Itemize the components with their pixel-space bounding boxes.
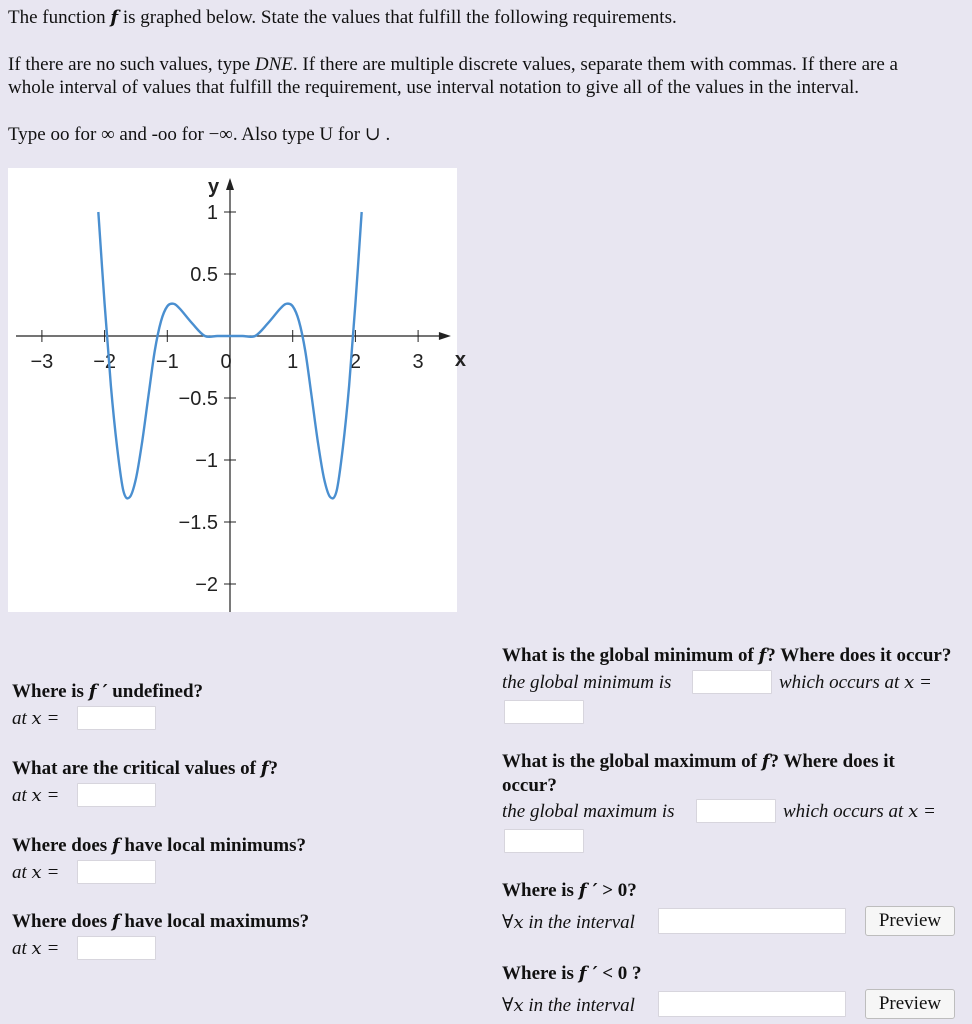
question-text: What are the critical values of xyxy=(12,758,261,779)
y-tick-label: −0.5 xyxy=(178,388,218,410)
instruction-line-4 xyxy=(8,123,390,146)
fprime-negative-preview-button[interactable]: Preview xyxy=(865,989,955,1019)
question-text: What is the global maximum of xyxy=(502,751,762,772)
equals-sign: = xyxy=(41,938,60,959)
global-min-sub-a: the global minimum is xyxy=(502,672,672,693)
instruction-text: The function xyxy=(8,7,111,28)
question-text: at xyxy=(12,938,32,959)
question-text: ? xyxy=(268,758,278,779)
fprime-negative-sub xyxy=(502,994,635,1017)
question-text: undefined? xyxy=(107,681,204,702)
x-tick-label: 0 xyxy=(220,351,232,373)
question-text: Where does xyxy=(12,835,112,856)
question-text: which occurs at xyxy=(783,801,909,822)
union-symbol: ∪ xyxy=(364,124,381,145)
forall-symbol: ∀ xyxy=(502,912,514,933)
instruction-text: . Also type U for xyxy=(232,124,365,145)
global-min-value-input[interactable] xyxy=(692,670,772,694)
instruction-text: and -oo for xyxy=(114,124,209,145)
y-tick-label: 1 xyxy=(206,202,218,224)
function-symbol: f xyxy=(111,911,120,932)
instruction-line-3: whole interval of values that fulfill the requirement, use interval notation to give all of the values in the interval. xyxy=(8,77,860,98)
question-text: ? Where does it occur? xyxy=(766,645,952,666)
left-question-2 xyxy=(12,758,278,780)
left-question-3 xyxy=(12,835,306,857)
global-min-location-input[interactable] xyxy=(504,700,584,724)
function-symbol: f xyxy=(110,7,119,28)
left-question-1-sub xyxy=(12,708,59,730)
function-symbol: f xyxy=(761,751,770,772)
x-tick-label: 2 xyxy=(349,351,361,373)
fprime-negative-question xyxy=(502,963,642,985)
function-symbol: f ′ xyxy=(578,880,598,901)
y-tick-label: −1 xyxy=(195,450,218,472)
global-max-location-input[interactable] xyxy=(504,829,584,853)
left-question-4 xyxy=(12,911,309,933)
left-question-3-sub xyxy=(12,862,59,884)
left-question-2-input[interactable] xyxy=(77,783,156,807)
graph-svg xyxy=(8,168,467,612)
variable-x: x xyxy=(31,785,42,806)
question-text: Where is xyxy=(502,963,579,984)
global-max-sub-a: the global maximum is xyxy=(502,801,675,822)
x-tick-label: 3 xyxy=(412,351,424,373)
function-graph xyxy=(8,168,467,612)
instruction-text: . xyxy=(380,124,391,145)
x-tick-label: −3 xyxy=(30,351,54,373)
global-max-question xyxy=(502,751,895,773)
x-tick-label: 1 xyxy=(287,351,299,373)
fprime-positive-sub xyxy=(502,911,635,934)
y-tick-label: −1.5 xyxy=(178,512,218,534)
y-axis-arrow xyxy=(226,178,234,190)
question-text: at xyxy=(12,708,32,729)
neg-infinity-symbol: −∞ xyxy=(208,124,233,145)
question-text: ? Where does it xyxy=(769,751,895,772)
y-tick-label: −2 xyxy=(195,574,218,596)
function-symbol: f xyxy=(758,645,767,666)
variable-x: x xyxy=(31,938,42,959)
variable-x: x xyxy=(31,708,42,729)
instruction-text: . If there are multiple discrete values, separate them with commas. If there are a xyxy=(292,54,898,75)
question-text: Where is xyxy=(502,880,579,901)
question-text: have local minimums? xyxy=(119,835,306,856)
instruction-text: If there are no such values, type xyxy=(8,54,255,75)
global-max-value-input[interactable] xyxy=(696,799,776,823)
left-question-1-input[interactable] xyxy=(77,706,156,730)
equals-sign: = xyxy=(914,672,932,693)
question-text: > 0? xyxy=(597,880,637,901)
question-text: at xyxy=(12,862,32,883)
equals-sign: = xyxy=(41,708,60,729)
y-axis-label: y xyxy=(208,176,220,198)
left-question-2-sub xyxy=(12,785,59,807)
fprime-negative-interval-input[interactable] xyxy=(658,991,846,1017)
infinity-symbol: ∞ xyxy=(101,124,115,145)
equals-sign: = xyxy=(41,862,60,883)
equals-sign: = xyxy=(41,785,60,806)
x-axis-label: x xyxy=(454,349,467,371)
function-symbol: f xyxy=(111,835,120,856)
left-question-1 xyxy=(12,681,203,703)
instruction-line-2 xyxy=(8,54,898,76)
global-max-question-cont: occur? xyxy=(502,775,557,796)
question-text: in the interval xyxy=(523,995,635,1016)
fprime-positive-preview-button[interactable]: Preview xyxy=(865,906,955,936)
fprime-positive-question xyxy=(502,880,637,902)
variable-x: x xyxy=(31,862,42,883)
instruction-text: is graphed below. State the values that fulfill the following requirements. xyxy=(118,7,677,28)
global-min-sub-b xyxy=(779,672,932,694)
question-text: which occurs at xyxy=(779,672,905,693)
function-symbol: f ′ xyxy=(88,681,108,702)
variable-x: x xyxy=(513,995,524,1016)
question-text: What is the global minimum of xyxy=(502,645,759,666)
dne-keyword: DNE xyxy=(254,54,293,75)
question-text: Where is xyxy=(12,681,89,702)
question-text: have local maximums? xyxy=(119,911,310,932)
question-text: in the interval xyxy=(523,912,635,933)
global-min-question xyxy=(502,645,951,667)
equals-sign: = xyxy=(918,801,936,822)
function-symbol: f ′ xyxy=(578,963,598,984)
question-text: at xyxy=(12,785,32,806)
variable-x: x xyxy=(908,801,919,822)
instruction-line-1 xyxy=(8,7,677,29)
left-question-3-input[interactable] xyxy=(77,860,156,884)
x-tick-label: −2 xyxy=(93,351,117,373)
question-text: < 0 ? xyxy=(597,963,642,984)
x-tick-label: −1 xyxy=(155,351,179,373)
question-text: Where does xyxy=(12,911,112,932)
variable-x: x xyxy=(513,912,524,933)
instruction-text: Type oo for xyxy=(8,124,102,145)
global-max-sub-b xyxy=(783,801,936,823)
variable-x: x xyxy=(904,672,915,693)
forall-symbol: ∀ xyxy=(502,995,514,1016)
left-question-4-input[interactable] xyxy=(77,936,156,960)
y-tick-label: 0.5 xyxy=(190,264,218,286)
left-question-4-sub xyxy=(12,938,59,960)
x-axis-arrow xyxy=(439,332,451,340)
function-symbol: f xyxy=(260,758,269,779)
fprime-positive-interval-input[interactable] xyxy=(658,908,846,934)
